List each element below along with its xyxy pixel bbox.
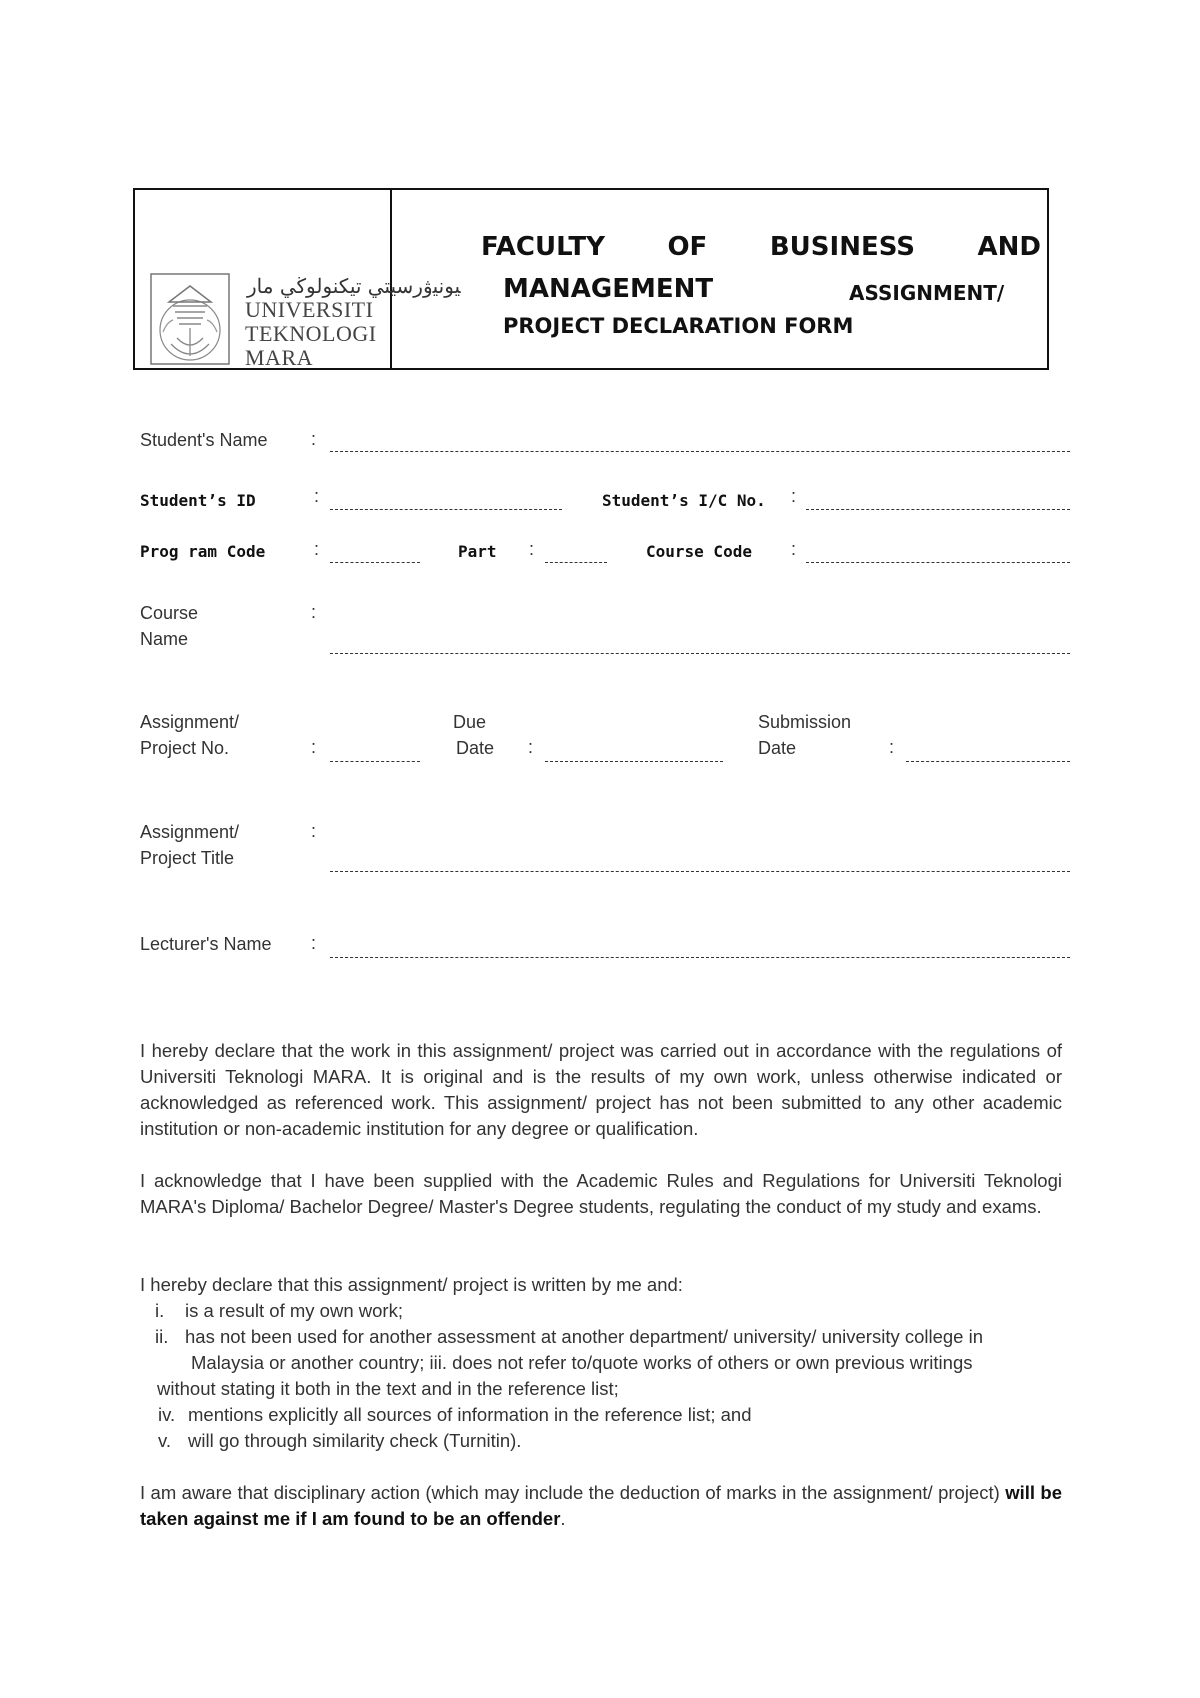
assignment-title-label-2: Project Title bbox=[140, 848, 235, 868]
list-text: will go through similarity check (Turnitin). bbox=[188, 1430, 522, 1451]
submission-date-label-2: Date bbox=[758, 738, 797, 758]
course-name-label-2: Name bbox=[140, 629, 189, 649]
awareness-end: . bbox=[560, 1508, 566, 1529]
awareness-text: I am aware that disciplinary action (which may include the deduction of marks in the assignment/ project) bbox=[140, 1482, 1000, 1503]
title-line-3: PROJECT DECLARATION FORM bbox=[503, 314, 854, 338]
assignment-no-label-1: Assignment/ bbox=[140, 712, 240, 732]
logo-name-line-3: MARA bbox=[245, 345, 314, 370]
student-id-field[interactable] bbox=[330, 509, 562, 510]
form-header bbox=[133, 188, 1049, 370]
submission-date-label-1: Submission bbox=[758, 712, 852, 732]
colon: : bbox=[791, 539, 797, 559]
list-number: i. bbox=[155, 1300, 165, 1321]
title-word-business: BUSINESS bbox=[769, 232, 915, 262]
course-code-field[interactable] bbox=[806, 562, 1070, 563]
declaration-list-item-v bbox=[158, 1428, 521, 1454]
assignment-title-field[interactable] bbox=[330, 871, 1070, 872]
title-line-2-right: ASSIGNMENT/ bbox=[849, 281, 1005, 305]
declaration-paragraph-3: I hereby declare that this assignment/ project is written by me and: bbox=[140, 1274, 683, 1295]
declaration-paragraph-2: I acknowledge that I have been supplied with the Academic Rules and Regulations for Universiti Teknologi MARA's Diploma/ Bachelor Degree/ Master's Degree students, regulating the conduct of my study and exams. bbox=[140, 1170, 1062, 1217]
colon: : bbox=[314, 486, 320, 506]
part-field[interactable] bbox=[545, 562, 607, 563]
declaration-paragraph-1: I hereby declare that the work in this assignment/ project was carried out in accordance with the regulations of Universiti Teknologi MARA. It is original and is the results of my own work, unless otherwise indicated or acknowledged as referenced work. This assignment/ project has not been submitted to any other academic institution or non-academic institution for any degree or qualification. bbox=[140, 1040, 1062, 1139]
student-ic-label: Student’s I/C No. bbox=[602, 491, 766, 510]
colon: : bbox=[311, 602, 317, 622]
declaration-list-item-ii-continued: Malaysia or another country; iii. does not refer to/quote works of others or own previous writings bbox=[191, 1352, 973, 1373]
assignment-title-label-1: Assignment/ bbox=[140, 822, 240, 842]
title-word-faculty: FACULTY bbox=[481, 232, 605, 262]
course-code-label: Course Code bbox=[646, 542, 752, 561]
colon: : bbox=[311, 821, 317, 841]
logo-university-name bbox=[245, 298, 377, 370]
uitm-logo bbox=[135, 190, 461, 370]
offender-warning: will be taken against me if I am found to be an offender bbox=[140, 1482, 1062, 1529]
colon: : bbox=[529, 539, 535, 559]
lecturer-name-label: Lecturer's Name bbox=[140, 934, 272, 954]
lecturer-name-field[interactable] bbox=[330, 957, 1070, 958]
student-ic-field[interactable] bbox=[806, 509, 1070, 510]
due-date-field[interactable] bbox=[545, 761, 723, 762]
list-number: ii. bbox=[155, 1326, 169, 1347]
form-title bbox=[392, 190, 1047, 368]
program-code-field[interactable] bbox=[330, 562, 420, 563]
colon: : bbox=[314, 539, 320, 559]
part-label: Part bbox=[458, 542, 497, 561]
colon: : bbox=[791, 486, 797, 506]
students-name-label: Student's Name bbox=[140, 430, 268, 450]
title-line-1 bbox=[481, 232, 1041, 262]
title-word-and: AND bbox=[977, 232, 1041, 262]
declaration-list-item-iv bbox=[158, 1402, 752, 1428]
title-word-of: OF bbox=[667, 232, 708, 262]
colon: : bbox=[311, 933, 317, 953]
course-name-field[interactable] bbox=[330, 653, 1070, 654]
assignment-no-field[interactable] bbox=[330, 761, 420, 762]
logo-name-line-1: UNIVERSITI bbox=[245, 297, 374, 322]
logo-name-line-2: TEKNOLOGI bbox=[245, 321, 377, 346]
colon: : bbox=[889, 737, 895, 757]
title-line-2-left: MANAGEMENT bbox=[503, 274, 714, 304]
colon: : bbox=[311, 429, 317, 449]
declaration-list-item-ii bbox=[155, 1324, 983, 1350]
student-id-label: Student’s ID bbox=[140, 491, 256, 510]
declaration-paragraph-4 bbox=[140, 1480, 1062, 1532]
colon: : bbox=[311, 737, 317, 757]
list-text: has not been used for another assessment at another department/ university/ university college in bbox=[185, 1326, 984, 1347]
declaration-list-item-iii-continued: without stating it both in the text and in the reference list; bbox=[157, 1378, 619, 1399]
list-number: iv. bbox=[158, 1404, 176, 1425]
list-text: mentions explicitly all sources of information in the reference list; and bbox=[188, 1404, 752, 1425]
students-name-field[interactable] bbox=[330, 451, 1070, 452]
assignment-no-label-2: Project No. bbox=[140, 738, 230, 758]
submission-date-field[interactable] bbox=[906, 761, 1070, 762]
due-date-label-2: Date bbox=[456, 738, 495, 758]
list-number: v. bbox=[158, 1430, 172, 1451]
colon: : bbox=[528, 737, 534, 757]
course-name-label-1: Course bbox=[140, 603, 199, 623]
due-date-label-1: Due bbox=[453, 712, 487, 732]
program-code-label: Prog ram Code bbox=[140, 542, 266, 561]
university-crest-icon bbox=[149, 272, 231, 366]
declaration-list-item-i bbox=[155, 1298, 403, 1324]
list-text: is a result of my own work; bbox=[185, 1300, 403, 1321]
logo-jawi-text: ﯿﻮﻧﻴﯞرسيتي تيكنولوڬي مار bbox=[247, 274, 461, 298]
